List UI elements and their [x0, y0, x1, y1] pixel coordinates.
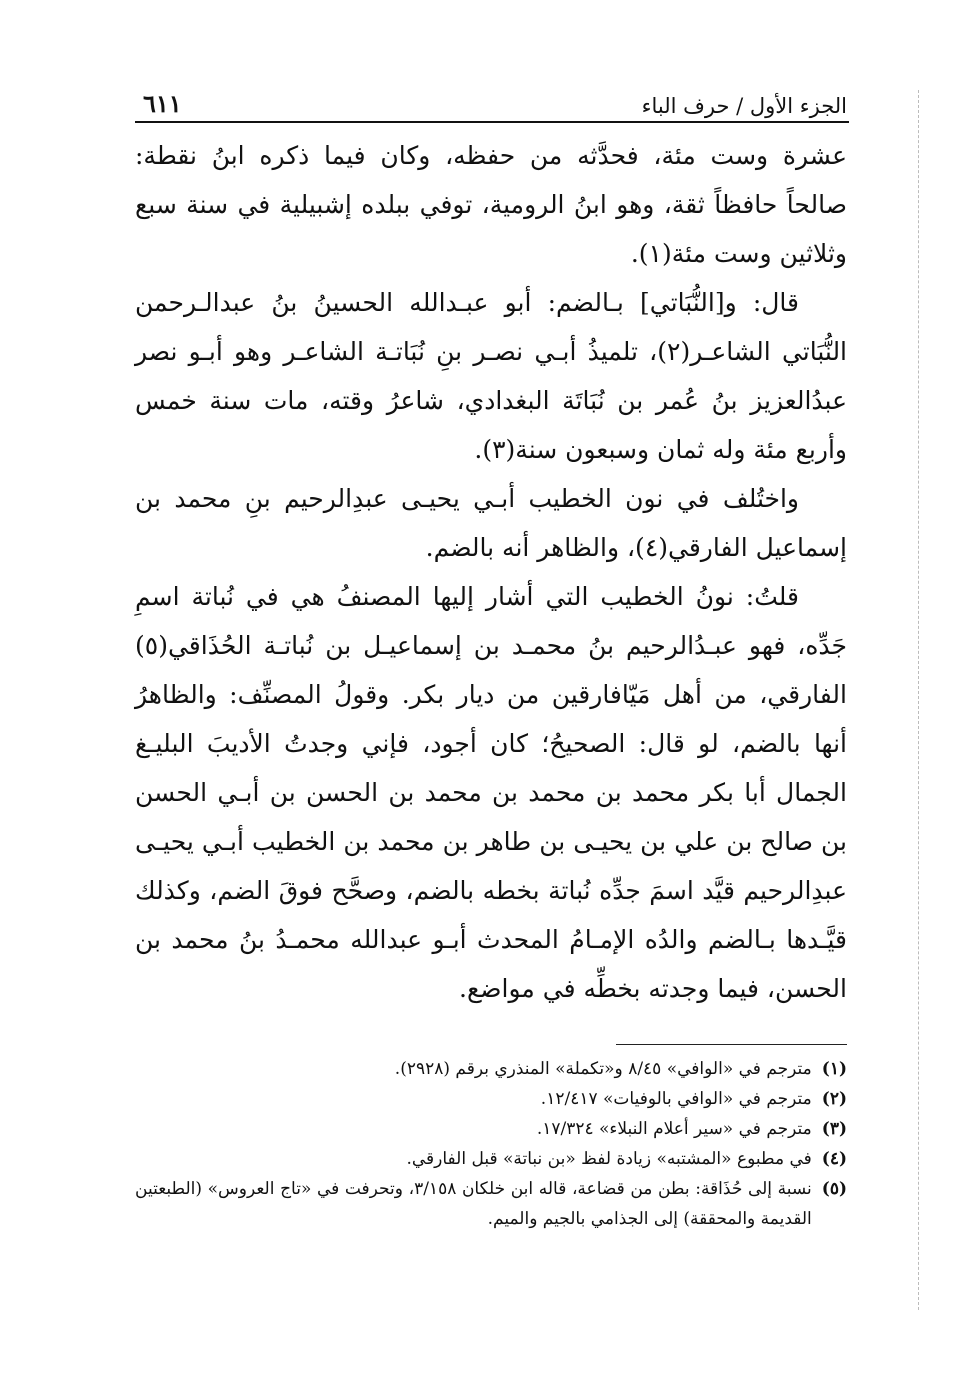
footnote-item — [135, 1114, 847, 1144]
paragraph: قال: و[النُّبَاتي] بـالضم: أبو عبـدالله الحسينُ بنُ عبدالـرحمن النُّبَاتي الشاعـر(٢)، تلميذُ أبـي نصـر بنِ نُبَاتـة الشاعـر وهو أبـو نصر عبدُالعزيز بنُ عُمر بن نُبَاتَة البغدادي، شاعرُ وقته، مات سنة خمس وأربع مئة وله ثمان وسبعون سنة(٣). — [135, 288, 848, 464]
footnote-item — [135, 1054, 847, 1084]
footnote-number: (٢) — [821, 1089, 847, 1109]
footnote-text: مترجم في «الوافي» ٨/٤٥ و«تكملة» المنذري برقم (٢٩٢٨). — [394, 1059, 812, 1079]
footnotes — [135, 1054, 847, 1234]
footnote-number: (١) — [821, 1059, 847, 1079]
footnote-text: مترجم في «الوافي بالوفيات» ١٢/٤١٧. — [540, 1089, 812, 1109]
footnote-item — [135, 1174, 847, 1234]
footnote-item — [135, 1084, 847, 1114]
paragraph: عشرة وست مئة، فحدَّثه من حفظه، وكان فيما ذكره ابنُ نقطة: صالحاً حافظاً ثقة، وهو ابنُ الرومية، توفي ببلده إشبيلية في سنة سبع وثلاثين وست مئة(١). — [135, 141, 847, 268]
page-number: ٦١١ — [143, 89, 182, 118]
footnote-number: (٣) — [821, 1119, 847, 1139]
main-text — [135, 131, 847, 1013]
footnote-number: (٤) — [821, 1149, 847, 1169]
scan-margin-marks — [914, 90, 919, 1310]
paragraph: قلتُ: نونُ الخطيب التي أشار إليها المصنفُ هي في نُباتة اسمِ جَدِّه، فهو عبـدُالرحيم بنُ محمـد بن إسماعيـل بن نُباتـة الحُذَاقي(٥) الفارقي، من أهل مَيّافارقين من ديار بكر. وقولُ المصنِّف: والظاهرُ أنها بالضم، لو قال: الصحيحُ؛ كان أجود، فإني وجدتُ الأديبَ البليـغ الجمال أبا بكر محمد بن محمد بن محمد بن الحسن بن أبـي الحسن بن صالح بن علي بن يحيـى بن طاهر بن محمد بن الخطيب أبـي يحيـى عبدِالرحيم قيَّد اسمَ جدِّه نُباتة بخطه بالضم، وصحَّح فوقَ الضم، وكذلك قيَّـدها بـالضم والدُه الإمـامُ المحدث أبـو عبدالله محمـدُ بنُ محمد بن الحسن، فيما وجدته بخطِّه في مواضع. — [135, 582, 847, 1003]
header-rule — [135, 121, 849, 123]
paragraph: واختُلف في نون الخطيب أبـي يحيـى عبدِالرحيم بنِ محمد بن إسماعيل الفارقي(٤)، والظاهر أنه بالضم. — [135, 484, 847, 562]
page-header — [135, 78, 847, 118]
footnote-text: في مطبوع «المشتبه» زيادة لفظ «بن نباتة» قبل الفارقي. — [406, 1149, 812, 1169]
footnote-text: مترجم في «سير أعلام النبلاء» ١٧/٣٢٤. — [536, 1119, 812, 1139]
footnote-separator — [616, 1044, 847, 1045]
footnote-text: نسبة إلى حُذَاقة: بطن من قضاعة، قاله ابن خلكان ٣/١٥٨، وتحرفت في «تاج العروس» (الطبعتين القديمة والمحققة) إلى الجذامي بالجيم والميم. — [135, 1179, 812, 1229]
running-title: الجزء الأول / حرف الباء — [641, 94, 847, 118]
footnote-number: (٥) — [821, 1179, 847, 1199]
footnote-item — [135, 1144, 847, 1174]
